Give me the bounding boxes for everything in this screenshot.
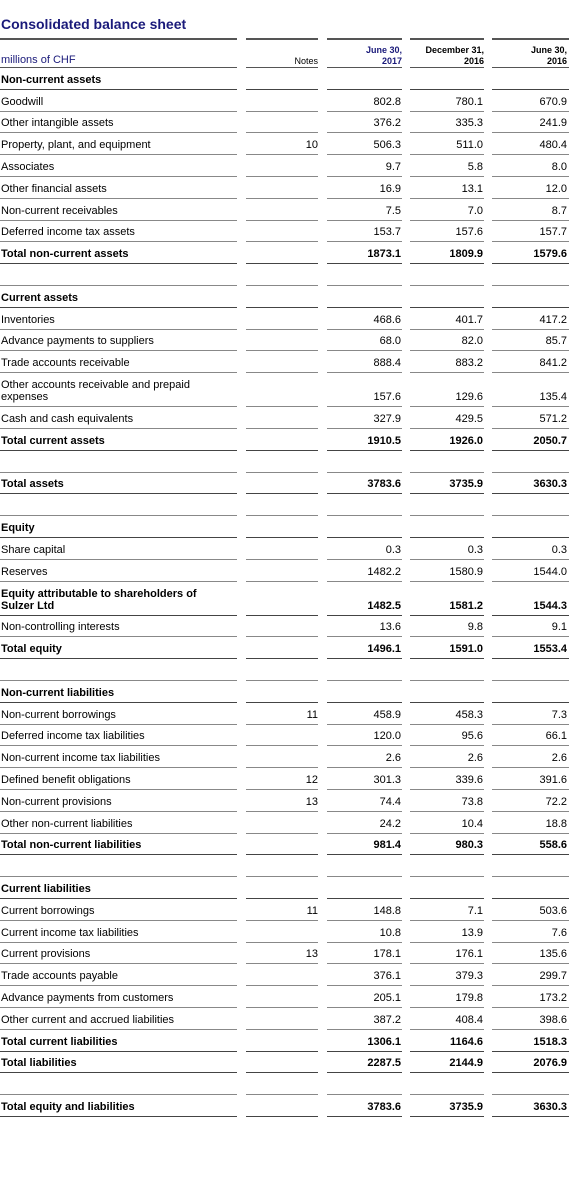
table-row [0,330,570,352]
cell-value: 802.8 [373,95,401,108]
cell-value: 376.2 [373,117,401,130]
cell-value: 2.6 [385,752,401,765]
cell-value: 1518.3 [533,1035,567,1048]
cell-value: 780.1 [455,95,483,108]
row-label: Current assets [1,291,79,304]
cell-value: 301.3 [373,773,401,786]
row-label: Equity [1,521,35,534]
row-rule [410,1116,484,1117]
cell-value: 13.9 [461,926,483,939]
row-label: Trade accounts receivable [1,357,130,370]
row-label: Current borrowings [1,904,95,917]
section-spacer [0,659,570,681]
column-header-jun-2016 [491,45,567,67]
row-label: Other intangible assets [1,117,114,130]
table-row [0,112,570,134]
table-row [0,616,570,638]
column-header-date: June 30, [365,45,402,55]
row-label: Inventories [1,313,55,326]
table-row [0,986,570,1008]
cell-value: 458.3 [455,708,483,721]
cell-value: 398.6 [539,1013,567,1026]
cell-value: 95.6 [461,730,483,743]
cell-value: 10.4 [461,817,483,830]
table-row [0,373,570,407]
cell-value: 1581.2 [449,599,483,612]
note-ref: 13 [305,948,318,961]
note-ref: 11 [306,708,318,721]
cell-value: 1164.6 [449,1035,483,1048]
total-row [0,429,570,451]
table-row [0,921,570,943]
table-row [0,560,570,582]
cell-value: 429.5 [455,412,483,425]
row-label: Total current assets [1,434,105,447]
row-label: Non-current income tax liabilities [1,752,160,765]
row-label: Non-controlling interests [1,621,120,634]
cell-value: 5.8 [467,160,483,173]
table-row [0,407,570,429]
note-ref: 10 [305,139,318,152]
cell-value: 3783.6 [367,1100,401,1113]
cell-value: 8.0 [551,160,567,173]
cell-value: 3630.3 [533,478,567,491]
header-top-rule [410,38,484,40]
total-row [0,582,570,616]
column-header-dec-2016 [408,45,484,67]
row-label: Goodwill [1,95,44,108]
cell-value: 980.3 [455,839,483,852]
table-row [0,703,570,725]
row-label: Other accounts receivable and prepaid expenses [1,379,190,404]
cell-value: 24.2 [379,817,401,830]
total-row [0,473,570,495]
cell-value: 157.7 [539,226,567,239]
row-label: Non-current provisions [1,795,112,808]
row-rule [327,1116,402,1117]
cell-value: 335.3 [455,117,483,130]
row-label: Non-current receivables [1,204,118,217]
cell-value: 3783.6 [367,478,401,491]
row-label: Non-current borrowings [1,708,116,721]
row-label: Non-current liabilities [1,686,115,699]
cell-value: 1544.3 [533,599,567,612]
cell-value: 0.3 [385,543,401,556]
cell-value: 327.9 [373,412,401,425]
cell-value: 1496.1 [367,643,401,656]
cell-value: 157.6 [373,391,401,404]
total-row [0,242,570,264]
cell-value: 7.1 [467,904,483,917]
section-spacer [0,855,570,877]
column-header-year: 2017 [381,56,402,66]
row-label: Associates [1,160,55,173]
table-row [0,768,570,790]
cell-value: 1926.0 [449,434,483,447]
row-rule [246,1116,318,1117]
row-label: Total liabilities [1,1057,77,1070]
cell-value: 1579.6 [533,248,567,261]
section-heading-row [0,286,570,308]
cell-value: 73.8 [461,795,483,808]
unit-label: millions of CHF [1,54,76,66]
row-label: Total equity and liabilities [1,1100,135,1113]
cell-value: 2.6 [467,752,483,765]
row-label: Other current and accrued liabilities [1,1013,175,1026]
section-heading-row [0,681,570,703]
cell-value: 120.0 [373,730,401,743]
table-row [0,899,570,921]
cell-value: 2.6 [551,752,567,765]
cell-value: 1910.5 [367,434,401,447]
cell-value: 2050.7 [533,434,567,447]
section-spacer [0,264,570,286]
table-row [0,351,570,373]
cell-value: 558.6 [539,839,567,852]
cell-value: 9.1 [551,621,567,634]
cell-value: 1482.5 [367,599,401,612]
column-header-date: December 31, [425,45,484,55]
cell-value: 8.7 [551,204,567,217]
cell-value: 379.3 [455,970,483,983]
table-row [0,199,570,221]
cell-value: 74.4 [379,795,401,808]
cell-value: 7.0 [467,204,483,217]
total-row [0,637,570,659]
row-label: Current provisions [1,948,91,961]
total-row [0,1095,570,1117]
cell-value: 480.4 [539,139,567,152]
cell-value: 841.2 [539,357,567,370]
table-row [0,155,570,177]
row-label: Defined benefit obligations [1,773,131,786]
cell-value: 178.1 [373,948,401,961]
cell-value: 1580.9 [449,565,483,578]
column-header-year: 2016 [463,56,484,66]
row-label: Deferred income tax liabilities [1,730,145,743]
cell-value: 176.1 [455,948,483,961]
header-top-rule [492,38,569,40]
table-row [0,133,570,155]
row-label: Share capital [1,543,66,556]
cell-value: 68.0 [379,335,401,348]
cell-value: 13.1 [461,182,483,195]
row-label: Equity attributable to shareholders of Sulzer Ltd [1,587,197,612]
row-label: Cash and cash equivalents [1,412,134,425]
cell-value: 2076.9 [533,1057,567,1070]
table-row [0,790,570,812]
row-label: Total current liabilities [1,1035,118,1048]
cell-value: 16.9 [379,182,401,195]
table-row [0,308,570,330]
header-top-rule [246,38,318,40]
cell-value: 13.6 [379,621,401,634]
cell-value: 1553.4 [533,643,567,656]
cell-value: 417.2 [539,313,567,326]
section-spacer [0,494,570,516]
cell-value: 129.6 [455,391,483,404]
table-row [0,538,570,560]
table-row [0,90,570,112]
row-rule [492,1116,569,1117]
table-row [0,221,570,243]
cell-value: 408.4 [455,1013,483,1026]
cell-value: 85.7 [545,335,567,348]
cell-value: 0.3 [467,543,483,556]
cell-value: 9.8 [467,621,483,634]
cell-value: 1873.1 [367,248,401,261]
cell-value: 571.2 [539,412,567,425]
cell-value: 2287.5 [367,1057,401,1070]
section-heading-row [0,516,570,538]
cell-value: 135.4 [539,391,567,404]
cell-value: 7.3 [551,708,567,721]
row-label: Deferred income tax assets [1,226,135,239]
cell-value: 458.9 [373,708,401,721]
row-label: Other financial assets [1,182,107,195]
cell-value: 503.6 [539,904,567,917]
cell-value: 883.2 [455,357,483,370]
cell-value: 387.2 [373,1013,401,1026]
cell-value: 299.7 [539,970,567,983]
header-top-rule [327,38,402,40]
cell-value: 1591.0 [449,643,483,656]
cell-value: 401.7 [455,313,483,326]
cell-value: 148.8 [373,904,401,917]
cell-value: 7.6 [551,926,567,939]
section-heading-row [0,877,570,899]
cell-value: 2144.9 [449,1057,483,1070]
cell-value: 3735.9 [449,1100,483,1113]
cell-value: 179.8 [455,991,483,1004]
section-spacer [0,451,570,473]
cell-value: 82.0 [461,335,483,348]
row-label: Total non-current liabilities [1,839,142,852]
cell-value: 981.4 [373,839,401,852]
row-label: Total equity [1,643,62,656]
cell-value: 506.3 [373,139,401,152]
row-label: Reserves [1,565,48,578]
cell-value: 9.7 [385,160,401,173]
cell-value: 0.3 [551,543,567,556]
cell-value: 7.5 [385,204,401,217]
row-label: Advance payments from customers [1,991,174,1004]
total-row [0,1052,570,1074]
cell-value: 511.0 [456,139,483,152]
cell-value: 153.7 [373,226,401,239]
cell-value: 18.8 [545,817,567,830]
row-label: Total non-current assets [1,248,129,261]
table-row [0,177,570,199]
cell-value: 10.8 [379,926,401,939]
row-label: Other non-current liabilities [1,817,133,830]
cell-value: 3630.3 [533,1100,567,1113]
notes-header: Notes [294,56,318,66]
cell-value: 339.6 [455,773,483,786]
cell-value: 72.2 [545,795,567,808]
total-row [0,1030,570,1052]
row-label: Advance payments to suppliers [1,335,154,348]
cell-value: 1306.1 [367,1035,401,1048]
cell-value: 205.1 [373,991,401,1004]
row-label: Current income tax liabilities [1,926,139,939]
row-label: Trade accounts payable [1,970,118,983]
cell-value: 391.6 [539,773,567,786]
table-row [0,725,570,747]
total-row [0,834,570,856]
row-label: Total assets [1,478,64,491]
row-label: Current liabilities [1,882,91,895]
cell-value: 12.0 [545,182,567,195]
table-row [0,964,570,986]
header-top-rule [0,38,237,40]
table-row [0,1008,570,1030]
note-ref: 13 [305,795,318,808]
cell-value: 1544.0 [533,565,567,578]
row-label: Property, plant, and equipment [1,139,151,152]
cell-value: 241.9 [539,117,567,130]
column-header-jun-2017 [326,45,402,67]
cell-value: 888.4 [373,357,401,370]
table-row [0,746,570,768]
table-row [0,812,570,834]
column-header-year: 2016 [546,56,567,66]
row-rule [0,1116,237,1117]
page-title: Consolidated balance sheet [1,16,187,32]
cell-value: 376.1 [373,970,401,983]
cell-value: 670.9 [539,95,567,108]
cell-value: 173.2 [539,991,567,1004]
cell-value: 157.6 [455,226,483,239]
cell-value: 135.6 [539,948,567,961]
cell-value: 1482.2 [367,565,401,578]
cell-value: 66.1 [545,730,567,743]
note-ref: 12 [305,773,318,786]
section-heading-row [0,68,570,90]
section-spacer [0,1073,570,1095]
cell-value: 3735.9 [449,478,483,491]
cell-value: 468.6 [373,313,401,326]
row-label: Non-current assets [1,73,102,86]
table-row [0,943,570,965]
note-ref: 11 [306,904,318,917]
cell-value: 1809.9 [449,248,483,261]
column-header-date: June 30, [530,45,567,55]
